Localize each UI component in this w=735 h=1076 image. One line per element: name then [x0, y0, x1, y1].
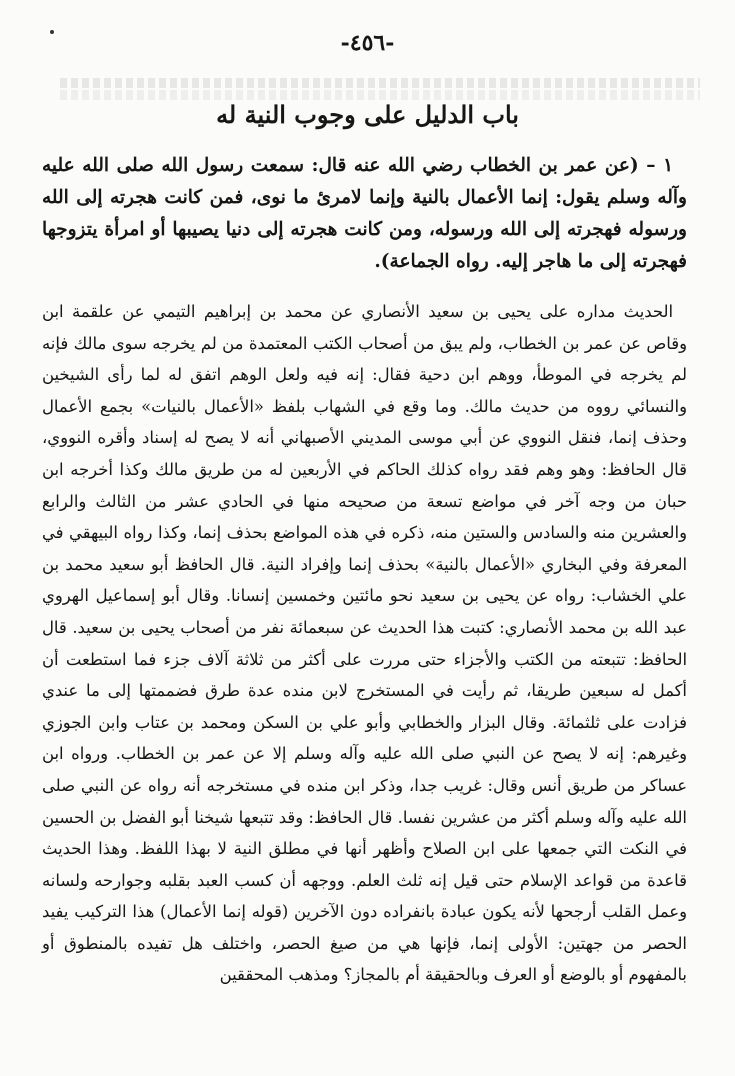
commentary-text-block — [42, 296, 687, 991]
commentary-text: الحديث مداره على يحيى بن سعيد الأنصاري عن محمد بن إبراهيم التيمي عن علقمة ابن وقاص عن عمر بن الخطاب، ولم يبق من أصحاب الكتب المعتمدة من لم يخرجه سوى مالك فإنه لم يخرجه في الموطأ، ووهم ابن دحية فقال: إنه فيه ولعل الوهم اتفق له لما رأى الشيخين والنسائي رووه من حديث مالك. وما وقع في الشهاب بلفظ «الأعمال بالنيات» بجمع الأعمال وحذف إنما، فنقل النووي عن أبي موسى المديني الأصبهاني أنه لا يصح له إسناد وأقره النووي، قال الحافظ: وهو وهم فقد رواه كذلك الحاكم في الأربعين له من طريق مالك وكذا أخرجه ابن حبان من وجه آخر في مواضع تسعة من صحيحه منها في الحادي عشر من الثالث والرابع والعشرين منه والسادس والستين منه، ذكره في هذه المواضع بحذف إنما، وكذا رواه البيهقي في المعرفة وفي البخاري «الأعمال بالنية» بحذف إنما وإفراد النية. قال الحافظ أبو سعيد محمد بن علي الخشاب: رواه عن يحيى بن سعيد نحو مائتين وخمسين إنسانا. وقال أبو إسماعيل الهروي عبد الله بن محمد الأنصاري: كتبت هذا الحديث عن سبعمائة نفر من أصحاب يحيى بن سعيد. قال الحافظ: تتبعته من الكتب والأجزاء حتى مررت على أكثر من ثلاثة آلاف جزء فما استطعت أن أكمل له سبعين طريقا، ثم رأيت في المستخرج لابن منده عدة طرق فضممتها إلى ما عندي فزادت على ثلثمائة. وقال البزار والخطابي وأبو علي بن السكن ومحمد بن عتاب وابن الجوزي وغيرهم: إنه لا يصح عن النبي صلى الله عليه وآله وسلم إلا عن عمر بن الخطاب. ورواه ابن عساكر من طريق أنس وقال: غريب جدا، وذكر ابن منده في مستخرجه أنه رواه عن النبي صلى الله عليه وآله وسلم أكثر من عشرين نفسا. قال الحافظ: وقد تتبعها شيخنا أبو الفضل بن الحسين في النكت التي جمعها على ابن الصلاح وأظهر أنها في مطلق النية لا بهذا اللفظ. وهذا الحديث قاعدة من قواعد الإسلام حتى قيل إنه ثلث العلم. ووجهه أن كسب العبد بقلبه وجوارحه ولسانه وعمل القلب أرجحها لأنه يكون عبادة بانفراده دون الآخرين (قوله إنما الأعمال) هذا التركيب يفيد الحصر من جهتين: الأولى إنما، فإنها هي من صيغ الحصر، واختلف هل تفيده بالمنطوق أو بالمفهوم أو بالوضع أو العرف وبالحقيقة أم بالمجاز؟ ومذهب المحققين — [42, 302, 687, 985]
chapter-title: باب الدليل على وجوب النية له — [216, 100, 519, 129]
page-number: -٤٥٦- — [340, 30, 395, 56]
bleed-through-text — [60, 78, 700, 88]
hadith-text: ١ – (عن عمر بن الخطاب رضي الله عنه قال: سمعت رسول الله صلى الله عليه وآله وسلم يقول: إنما الأعمال بالنية وإنما لامرئ ما نوى، فمن كانت هجرته إلى الله ورسوله فهجرته إلى الله ورسوله، ومن كانت هجرته إلى دنيا يصيبها أو امرأة يتزوجها فهجرته إلى ما هاجر إليه. رواه الجماعة). — [42, 155, 687, 272]
hadith-text-block — [42, 150, 687, 278]
bleed-through-text — [60, 90, 700, 100]
